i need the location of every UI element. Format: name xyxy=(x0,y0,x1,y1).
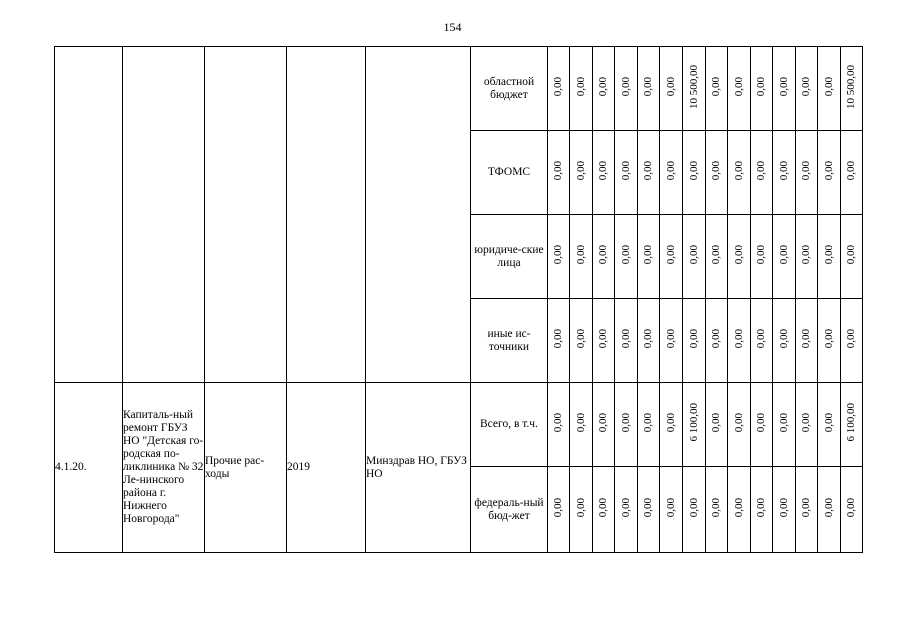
value-text: 0,00 xyxy=(642,328,654,349)
value-cell xyxy=(796,131,818,215)
empty-cell xyxy=(287,47,366,383)
item-number: 4.1.20. xyxy=(55,383,123,553)
value-cell xyxy=(615,299,638,383)
value-cell xyxy=(773,299,796,383)
value-text: 0,00 xyxy=(845,244,857,265)
value-cell xyxy=(796,383,818,467)
value-text: 0,00 xyxy=(642,412,654,433)
value-text: 0,00 xyxy=(619,412,632,433)
value-text: 0,00 xyxy=(574,160,587,181)
value-cell xyxy=(841,47,863,131)
value-text: 0,00 xyxy=(552,412,564,433)
value-text: 0,00 xyxy=(732,160,745,181)
value-cell xyxy=(548,47,570,131)
value-text: 0,00 xyxy=(777,497,790,518)
value-cell xyxy=(706,47,728,131)
value-text: 0,00 xyxy=(800,497,812,518)
value-text: 0,00 xyxy=(574,328,587,349)
empty-cell xyxy=(205,47,287,383)
funding-source: юридиче-ские лица xyxy=(471,215,548,299)
value-text: 0,00 xyxy=(732,244,745,265)
value-cell xyxy=(796,47,818,131)
funding-source: ТФОМС xyxy=(471,131,548,215)
value-text: 0,00 xyxy=(664,497,677,518)
value-text: 0,00 xyxy=(619,328,632,349)
value-text: 0,00 xyxy=(732,412,745,433)
value-text: 0,00 xyxy=(755,497,767,518)
value-text: 0,00 xyxy=(642,160,654,181)
value-text: 6 100,00 xyxy=(845,403,857,442)
value-cell xyxy=(796,299,818,383)
value-text: 0,00 xyxy=(574,76,587,97)
value-text: 0,00 xyxy=(687,497,700,518)
value-cell xyxy=(841,383,863,467)
value-text: 0,00 xyxy=(732,76,745,97)
value-cell xyxy=(751,299,773,383)
value-text: 0,00 xyxy=(822,497,835,518)
year: 2019 xyxy=(287,383,366,553)
value-cell xyxy=(638,131,660,215)
budget-table xyxy=(54,46,863,553)
value-text: 0,00 xyxy=(710,160,722,181)
value-cell xyxy=(728,299,751,383)
value-text: 0,00 xyxy=(664,76,677,97)
value-cell xyxy=(683,131,706,215)
value-cell xyxy=(818,215,841,299)
value-cell xyxy=(818,47,841,131)
table-row xyxy=(55,47,863,131)
value-cell xyxy=(683,467,706,553)
value-cell xyxy=(751,215,773,299)
value-text: 0,00 xyxy=(710,76,722,97)
value-cell xyxy=(570,299,593,383)
value-cell xyxy=(660,467,683,553)
value-cell xyxy=(728,383,751,467)
value-text: 0,00 xyxy=(845,160,857,181)
value-cell xyxy=(615,215,638,299)
value-text: 0,00 xyxy=(664,412,677,433)
empty-cell xyxy=(123,47,205,383)
value-text: 0,00 xyxy=(800,412,812,433)
value-cell xyxy=(728,131,751,215)
value-cell xyxy=(796,215,818,299)
value-cell xyxy=(706,383,728,467)
value-cell xyxy=(570,383,593,467)
value-text: 0,00 xyxy=(574,497,587,518)
value-text: 0,00 xyxy=(552,497,564,518)
value-text: 0,00 xyxy=(777,412,790,433)
value-text: 0,00 xyxy=(552,328,564,349)
table-row xyxy=(55,383,863,467)
value-cell xyxy=(615,131,638,215)
value-cell xyxy=(773,383,796,467)
value-cell xyxy=(841,467,863,553)
value-text: 0,00 xyxy=(597,412,609,433)
value-cell xyxy=(548,383,570,467)
value-cell xyxy=(593,215,615,299)
value-text: 0,00 xyxy=(822,412,835,433)
value-text: 10 500,00 xyxy=(845,64,857,109)
value-cell xyxy=(751,383,773,467)
value-text: 0,00 xyxy=(552,244,564,265)
value-cell xyxy=(615,383,638,467)
funding-source: областной бюджет xyxy=(471,47,548,131)
executor: Минздрав НО, ГБУЗ НО xyxy=(366,383,471,553)
value-cell xyxy=(615,467,638,553)
item-name: Капиталь-ный ремонт ГБУЗ НО "Детская го-родская по-ликлиника № 32 Ле-нинского района г. Нижнего Новгорода" xyxy=(123,383,205,553)
empty-cell xyxy=(366,47,471,383)
value-text: 0,00 xyxy=(552,160,564,181)
value-text: 0,00 xyxy=(777,244,790,265)
value-text: 0,00 xyxy=(619,244,632,265)
value-text: 0,00 xyxy=(822,244,835,265)
value-text: 0,00 xyxy=(552,76,564,97)
value-cell xyxy=(818,383,841,467)
value-cell xyxy=(593,383,615,467)
value-text: 0,00 xyxy=(755,76,767,97)
value-text: 0,00 xyxy=(710,497,722,518)
value-text: 0,00 xyxy=(732,497,745,518)
value-cell xyxy=(728,47,751,131)
value-text: 0,00 xyxy=(664,160,677,181)
value-cell xyxy=(548,131,570,215)
value-cell xyxy=(660,383,683,467)
value-cell xyxy=(751,131,773,215)
value-text: 0,00 xyxy=(710,412,722,433)
value-text: 0,00 xyxy=(755,160,767,181)
value-text: 0,00 xyxy=(845,497,857,518)
value-text: 0,00 xyxy=(710,244,722,265)
value-text: 0,00 xyxy=(597,160,609,181)
value-cell xyxy=(570,215,593,299)
value-cell xyxy=(841,215,863,299)
value-text: 0,00 xyxy=(574,412,587,433)
value-cell xyxy=(570,131,593,215)
value-text: 0,00 xyxy=(642,76,654,97)
value-cell xyxy=(683,299,706,383)
value-text: 0,00 xyxy=(777,76,790,97)
value-text: 0,00 xyxy=(800,160,812,181)
value-text: 0,00 xyxy=(687,160,700,181)
value-cell xyxy=(796,467,818,553)
value-cell xyxy=(818,131,841,215)
value-cell xyxy=(773,215,796,299)
value-text: 0,00 xyxy=(755,328,767,349)
value-cell xyxy=(683,47,706,131)
value-text: 0,00 xyxy=(574,244,587,265)
value-cell xyxy=(818,467,841,553)
value-text: 0,00 xyxy=(800,76,812,97)
value-text: 0,00 xyxy=(642,497,654,518)
value-cell xyxy=(660,131,683,215)
value-cell xyxy=(593,299,615,383)
empty-cell xyxy=(55,47,123,383)
value-text: 0,00 xyxy=(777,160,790,181)
value-cell xyxy=(638,299,660,383)
value-cell xyxy=(660,47,683,131)
value-text: 0,00 xyxy=(619,160,632,181)
value-text: 0,00 xyxy=(687,244,700,265)
value-text: 0,00 xyxy=(597,497,609,518)
value-cell xyxy=(773,47,796,131)
value-text: 10 500,00 xyxy=(687,64,700,109)
value-cell xyxy=(638,383,660,467)
value-cell xyxy=(706,131,728,215)
value-cell xyxy=(706,467,728,553)
value-text: 0,00 xyxy=(619,497,632,518)
value-cell xyxy=(728,215,751,299)
value-cell xyxy=(706,215,728,299)
value-cell xyxy=(683,215,706,299)
value-cell xyxy=(728,467,751,553)
value-text: 0,00 xyxy=(597,328,609,349)
value-cell xyxy=(773,467,796,553)
value-text: 0,00 xyxy=(642,244,654,265)
value-text: 0,00 xyxy=(619,76,632,97)
value-text: 0,00 xyxy=(755,244,767,265)
value-cell xyxy=(660,299,683,383)
value-cell xyxy=(773,131,796,215)
value-cell xyxy=(593,131,615,215)
page-number: 154 xyxy=(443,20,462,34)
expense-type: Прочие рас-ходы xyxy=(205,383,287,553)
value-text: 0,00 xyxy=(755,412,767,433)
value-cell xyxy=(841,299,863,383)
value-text: 0,00 xyxy=(822,160,835,181)
value-text: 0,00 xyxy=(597,76,609,97)
value-cell xyxy=(818,299,841,383)
value-cell xyxy=(841,131,863,215)
funding-source: Всего, в т.ч. xyxy=(471,383,548,467)
value-cell xyxy=(638,215,660,299)
value-cell xyxy=(593,467,615,553)
value-cell xyxy=(548,215,570,299)
value-text: 6 100,00 xyxy=(687,403,700,442)
value-cell xyxy=(706,299,728,383)
value-text: 0,00 xyxy=(687,328,700,349)
value-cell xyxy=(548,299,570,383)
value-text: 0,00 xyxy=(664,244,677,265)
value-cell xyxy=(638,467,660,553)
value-text: 0,00 xyxy=(710,328,722,349)
value-cell xyxy=(548,467,570,553)
value-text: 0,00 xyxy=(822,328,835,349)
value-text: 0,00 xyxy=(664,328,677,349)
value-cell xyxy=(615,47,638,131)
value-cell xyxy=(683,383,706,467)
value-text: 0,00 xyxy=(597,244,609,265)
value-text: 0,00 xyxy=(800,244,812,265)
value-text: 0,00 xyxy=(845,328,857,349)
funding-source: иные ис-точники xyxy=(471,299,548,383)
value-cell xyxy=(593,47,615,131)
value-cell xyxy=(751,47,773,131)
value-text: 0,00 xyxy=(777,328,790,349)
value-cell xyxy=(570,47,593,131)
value-cell xyxy=(570,467,593,553)
funding-source: федераль-ный бюд-жет xyxy=(471,467,548,553)
value-text: 0,00 xyxy=(800,328,812,349)
value-cell xyxy=(660,215,683,299)
value-cell xyxy=(638,47,660,131)
value-cell xyxy=(751,467,773,553)
value-text: 0,00 xyxy=(732,328,745,349)
value-text: 0,00 xyxy=(822,76,835,97)
